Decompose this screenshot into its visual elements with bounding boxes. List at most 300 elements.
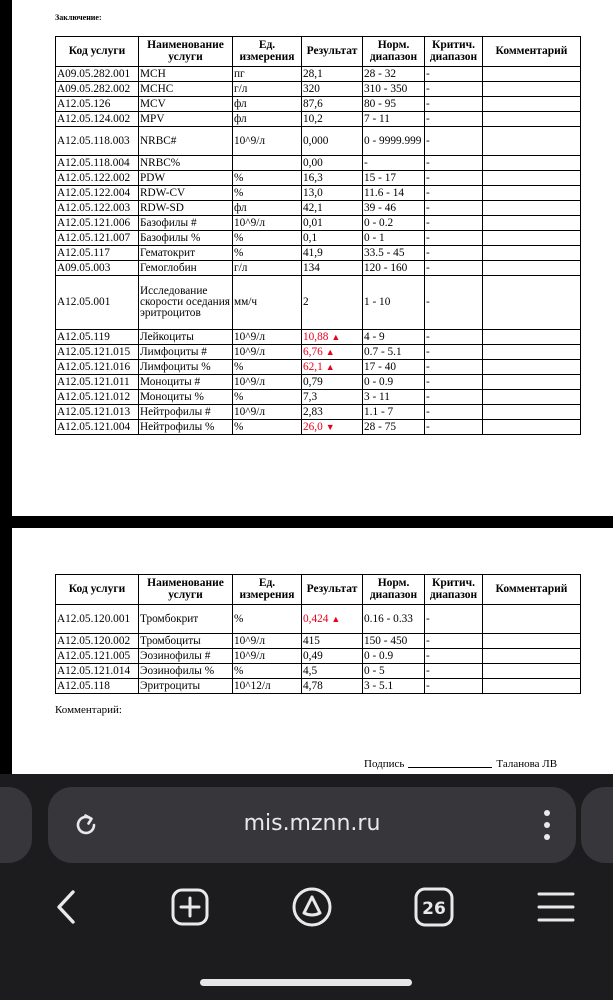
cell-code	[56, 171, 139, 186]
crit-value: -	[426, 134, 430, 147]
comment-label: Комментарий:	[55, 704, 122, 716]
cell-code	[56, 231, 139, 246]
cell-name	[139, 171, 233, 186]
result-value: 10,88	[303, 330, 329, 343]
norm-value: 15 - 17	[364, 171, 397, 184]
norm-value: 150 - 450	[364, 634, 408, 647]
header-comment: Комментарий	[483, 575, 581, 605]
cell-name	[139, 112, 233, 127]
cell-result	[302, 171, 363, 186]
cell-crit	[425, 216, 483, 231]
conclusion-label: Заключение:	[55, 13, 102, 22]
assistant-icon[interactable]	[289, 884, 335, 930]
cell-unit	[233, 82, 302, 97]
crit-value: -	[426, 97, 430, 110]
cell-comment	[483, 67, 581, 82]
cell-norm	[363, 201, 425, 216]
result-value: 0,424	[303, 612, 329, 625]
name-value: PDW	[140, 171, 166, 184]
name-value: MCHC	[140, 82, 174, 95]
norm-value: 28 - 32	[364, 67, 397, 80]
cell-crit	[425, 246, 483, 261]
cell-comment	[483, 634, 581, 649]
cell-comment	[483, 186, 581, 201]
cell-norm	[363, 261, 425, 276]
table-row	[56, 156, 581, 171]
cell-comment	[483, 605, 581, 634]
signature-line	[364, 758, 557, 770]
cell-name	[139, 276, 233, 330]
cell-comment	[483, 330, 581, 345]
cell-crit	[425, 231, 483, 246]
code-value: A12.05.121.006	[57, 216, 131, 229]
cell-unit	[233, 171, 302, 186]
url-text[interactable]: mis.mznn.ru	[243, 811, 381, 836]
crit-value: -	[426, 171, 430, 184]
header-code: Код услуги	[56, 37, 139, 67]
cell-name	[139, 679, 233, 694]
crit-value: -	[426, 360, 430, 373]
name-value: Эритроциты	[140, 679, 201, 692]
norm-value: 3 - 5.1	[364, 679, 394, 692]
name-value: Базофилы %	[140, 231, 201, 244]
name-value: Лимфоциты #	[140, 345, 207, 358]
norm-value: 80 - 95	[364, 97, 397, 110]
cell-comment	[483, 231, 581, 246]
header-comment: Комментарий	[483, 37, 581, 67]
code-value: A09.05.282.001	[57, 67, 131, 80]
cell-crit	[425, 605, 483, 634]
crit-value: -	[426, 390, 430, 403]
cell-name	[139, 97, 233, 112]
code-value: A12.05.121.013	[57, 405, 131, 418]
norm-value: 4 - 9	[364, 330, 385, 343]
result-value: 2	[303, 296, 309, 308]
cell-crit	[425, 405, 483, 420]
cell-code	[56, 127, 139, 156]
cell-result	[302, 360, 363, 375]
table-row	[56, 679, 581, 694]
name-value: Лейкоциты	[140, 330, 194, 343]
cell-norm	[363, 375, 425, 390]
cell-crit	[425, 97, 483, 112]
name-value: RDW-CV	[140, 186, 186, 199]
new-tab-icon[interactable]	[167, 884, 213, 930]
cell-crit	[425, 82, 483, 97]
cell-unit	[233, 186, 302, 201]
result-value: 4,5	[303, 664, 318, 677]
cell-name	[139, 664, 233, 679]
cell-result	[302, 664, 363, 679]
name-value: Моноциты #	[140, 375, 201, 388]
cell-norm	[363, 634, 425, 649]
code-value: A12.05.122.002	[57, 171, 131, 184]
norm-value: 310 - 350	[364, 82, 408, 95]
unit-value: г/л	[234, 261, 248, 274]
more-vertical-icon[interactable]	[540, 807, 554, 843]
norm-value: 7 - 11	[364, 112, 390, 125]
cell-comment	[483, 216, 581, 231]
cell-result	[302, 112, 363, 127]
results-table-2	[55, 574, 581, 694]
cell-unit	[233, 390, 302, 405]
crit-value: -	[426, 156, 430, 169]
cell-name	[139, 231, 233, 246]
cell-code	[56, 216, 139, 231]
name-value: MPV	[140, 112, 165, 125]
cell-code	[56, 246, 139, 261]
result-value: 7,3	[303, 390, 318, 403]
result-value: 415	[303, 634, 320, 647]
cell-name	[139, 420, 233, 435]
cell-crit	[425, 664, 483, 679]
cell-code	[56, 605, 139, 634]
unit-value: %	[234, 246, 244, 259]
cell-norm	[363, 231, 425, 246]
table-row	[56, 246, 581, 261]
cell-comment	[483, 679, 581, 694]
table-row	[56, 330, 581, 345]
cell-comment	[483, 405, 581, 420]
cell-name	[139, 156, 233, 171]
name-value: MCV	[140, 97, 166, 110]
code-value: A12.05.120.001	[57, 612, 131, 625]
cell-norm	[363, 246, 425, 261]
cell-crit	[425, 186, 483, 201]
cell-result	[302, 390, 363, 405]
cell-unit	[233, 345, 302, 360]
code-value: A12.05.001	[57, 296, 111, 308]
table-row	[56, 605, 581, 634]
cell-code	[56, 276, 139, 330]
name-value: Исследование скорости оседания эритроцитов	[140, 285, 230, 319]
cell-norm	[363, 330, 425, 345]
cell-unit	[233, 216, 302, 231]
cell-name	[139, 82, 233, 97]
cell-name	[139, 360, 233, 375]
cell-name	[139, 246, 233, 261]
cell-comment	[483, 360, 581, 375]
cell-result	[302, 246, 363, 261]
high-flag-icon: ▲	[325, 346, 335, 357]
cell-comment	[483, 201, 581, 216]
cell-name	[139, 186, 233, 201]
unit-value: 10^9/л	[234, 216, 266, 229]
result-value: 2,83	[303, 405, 323, 418]
name-value: Гемоглобин	[140, 261, 197, 274]
crit-value: -	[426, 679, 430, 692]
cell-name	[139, 605, 233, 634]
result-value: 0,79	[303, 375, 323, 388]
cell-unit	[233, 664, 302, 679]
table-row	[56, 112, 581, 127]
result-value: 28,1	[303, 67, 323, 80]
table-row	[56, 67, 581, 82]
cell-code	[56, 67, 139, 82]
cell-comment	[483, 261, 581, 276]
cell-unit	[233, 231, 302, 246]
table-row	[56, 390, 581, 405]
cell-comment	[483, 390, 581, 405]
table-row	[56, 171, 581, 186]
cell-crit	[425, 375, 483, 390]
cell-crit	[425, 171, 483, 186]
cell-norm	[363, 390, 425, 405]
cell-code	[56, 405, 139, 420]
table-row	[56, 231, 581, 246]
result-value: 62,1	[303, 360, 323, 373]
cell-norm	[363, 405, 425, 420]
name-value: MCH	[140, 67, 166, 80]
code-value: A12.05.121.012	[57, 390, 131, 403]
cell-unit	[233, 634, 302, 649]
result-value: 41,9	[303, 246, 323, 259]
cell-unit	[233, 360, 302, 375]
crit-value: -	[426, 82, 430, 95]
cell-comment	[483, 82, 581, 97]
cell-name	[139, 375, 233, 390]
cell-code	[56, 664, 139, 679]
norm-value: 3 - 11	[364, 390, 390, 403]
table-row	[56, 97, 581, 112]
result-value: 42,1	[303, 201, 323, 214]
header-norm: Норм. диапазон	[363, 575, 425, 605]
cell-norm	[363, 649, 425, 664]
cell-code	[56, 420, 139, 435]
crit-value: -	[426, 330, 430, 343]
cell-code	[56, 156, 139, 171]
browser-toolbar	[0, 774, 613, 1000]
norm-value: 0 - 9999.999	[364, 134, 422, 147]
cell-comment	[483, 345, 581, 360]
back-icon[interactable]	[44, 884, 90, 930]
header-result: Результат	[302, 37, 363, 67]
code-value: A12.05.122.004	[57, 186, 131, 199]
cell-norm	[363, 679, 425, 694]
crit-value: -	[426, 649, 430, 662]
unit-value: %	[234, 420, 244, 433]
cell-crit	[425, 67, 483, 82]
norm-value: 0.7 - 5.1	[364, 345, 402, 358]
unit-value: %	[234, 612, 244, 625]
cell-code	[56, 679, 139, 694]
high-flag-icon: ▲	[331, 331, 341, 342]
cell-crit	[425, 649, 483, 664]
header-result: Результат	[302, 575, 363, 605]
crit-value: -	[426, 246, 430, 259]
cell-result	[302, 679, 363, 694]
home-indicator[interactable]	[200, 979, 412, 986]
result-value: 0,49	[303, 649, 323, 662]
address-bar[interactable]	[48, 787, 576, 863]
unit-value: %	[234, 186, 244, 199]
cell-crit	[425, 276, 483, 330]
cell-crit	[425, 345, 483, 360]
cell-comment	[483, 156, 581, 171]
norm-value: 0 - 1	[364, 231, 385, 244]
unit-value: %	[234, 664, 244, 677]
unit-value: 10^12/л	[234, 679, 271, 692]
crit-value: -	[426, 345, 430, 358]
cell-unit	[233, 156, 302, 171]
code-value: A12.05.121.016	[57, 360, 131, 373]
cell-result	[302, 605, 363, 634]
unit-value: 10^9/л	[234, 649, 266, 662]
result-value: 0,1	[303, 231, 318, 244]
unit-value: 10^9/л	[234, 134, 266, 147]
table-row	[56, 664, 581, 679]
result-value: 0,000	[303, 134, 329, 147]
result-value: 16,3	[303, 171, 323, 184]
crit-value: -	[426, 612, 430, 625]
cell-code	[56, 649, 139, 664]
cell-name	[139, 261, 233, 276]
unit-value: фл	[234, 112, 247, 125]
code-value: A09.05.282.002	[57, 82, 131, 95]
cell-unit	[233, 127, 302, 156]
table-row	[56, 276, 581, 330]
cell-crit	[425, 360, 483, 375]
cell-unit	[233, 201, 302, 216]
table-row	[56, 360, 581, 375]
cell-crit	[425, 634, 483, 649]
cell-code	[56, 186, 139, 201]
cell-result	[302, 156, 363, 171]
cell-comment	[483, 276, 581, 330]
unit-value: %	[234, 390, 244, 403]
cell-unit	[233, 261, 302, 276]
menu-icon[interactable]	[533, 884, 579, 930]
cell-unit	[233, 375, 302, 390]
cell-result	[302, 97, 363, 112]
name-value: Гематокрит	[140, 246, 196, 259]
result-value: 10,2	[303, 112, 323, 125]
cell-norm	[363, 97, 425, 112]
name-value: Лимфоциты %	[140, 360, 211, 373]
norm-value: 0 - 0.2	[364, 216, 394, 229]
signature-label: Подпись	[364, 758, 405, 770]
tabs-icon[interactable]	[411, 884, 457, 930]
cell-crit	[425, 201, 483, 216]
signature-name: Таланова ЛВ	[496, 758, 558, 770]
unit-value: пг	[234, 67, 245, 80]
cell-norm	[363, 276, 425, 330]
cell-result	[302, 186, 363, 201]
cell-result	[302, 261, 363, 276]
cell-result	[302, 231, 363, 246]
cell-name	[139, 216, 233, 231]
table-header-row	[56, 37, 581, 67]
cell-norm	[363, 605, 425, 634]
cell-unit	[233, 112, 302, 127]
cell-comment	[483, 97, 581, 112]
cell-code	[56, 390, 139, 405]
cell-norm	[363, 186, 425, 201]
cell-unit	[233, 420, 302, 435]
cell-code	[56, 634, 139, 649]
name-value: NRBC#	[140, 134, 177, 147]
report-page-2	[12, 528, 613, 774]
signature-blank	[408, 767, 492, 768]
table-row	[56, 127, 581, 156]
cell-comment	[483, 649, 581, 664]
norm-value: 17 - 40	[364, 360, 397, 373]
cell-crit	[425, 156, 483, 171]
table-header-row	[56, 575, 581, 605]
header-code: Код услуги	[56, 575, 139, 605]
unit-value: 10^9/л	[234, 634, 266, 647]
table-row	[56, 375, 581, 390]
unit-value: г/л	[234, 82, 248, 95]
table-row	[56, 649, 581, 664]
cell-result	[302, 276, 363, 330]
cell-result	[302, 330, 363, 345]
cell-norm	[363, 156, 425, 171]
cell-name	[139, 390, 233, 405]
code-value: A12.05.117	[57, 246, 110, 259]
cell-norm	[363, 345, 425, 360]
cell-result	[302, 67, 363, 82]
header-crit: Критич. диапазон	[425, 575, 483, 605]
cell-name	[139, 201, 233, 216]
cell-result	[302, 127, 363, 156]
table-row	[56, 405, 581, 420]
cell-unit	[233, 246, 302, 261]
header-norm: Норм. диапазон	[363, 37, 425, 67]
result-value: 26,0	[303, 420, 323, 433]
crit-value: -	[426, 296, 430, 308]
high-flag-icon: ▲	[325, 361, 335, 372]
result-value: 134	[303, 261, 320, 274]
name-value: Моноциты %	[140, 390, 204, 403]
results-table-1	[55, 36, 581, 435]
cell-crit	[425, 261, 483, 276]
cell-unit	[233, 276, 302, 330]
cell-code	[56, 360, 139, 375]
unit-value: 10^9/л	[234, 345, 266, 358]
table-row	[56, 634, 581, 649]
cell-unit	[233, 605, 302, 634]
name-value: RDW-SD	[140, 201, 184, 214]
cell-name	[139, 67, 233, 82]
crit-value: -	[426, 664, 430, 677]
cell-result	[302, 82, 363, 97]
cell-result	[302, 216, 363, 231]
norm-value: 0 - 0.9	[364, 649, 394, 662]
cell-comment	[483, 112, 581, 127]
norm-value: 0 - 0.9	[364, 375, 394, 388]
norm-value: 1 - 10	[364, 296, 391, 308]
cell-result	[302, 201, 363, 216]
high-flag-icon: ▲	[331, 613, 341, 624]
cell-name	[139, 649, 233, 664]
name-value: Тромбоциты	[140, 634, 201, 647]
cell-result	[302, 405, 363, 420]
norm-value: 120 - 160	[364, 261, 408, 274]
low-flag-icon: ▼	[325, 421, 335, 432]
cell-code	[56, 201, 139, 216]
crit-value: -	[426, 231, 430, 244]
code-value: A12.05.118.003	[57, 134, 130, 147]
code-value: A12.05.119	[57, 330, 110, 343]
crit-value: -	[426, 375, 430, 388]
code-value: A12.05.118	[57, 679, 110, 692]
table-row	[56, 261, 581, 276]
cell-code	[56, 375, 139, 390]
crit-value: -	[426, 420, 430, 433]
cell-result	[302, 345, 363, 360]
cell-name	[139, 345, 233, 360]
